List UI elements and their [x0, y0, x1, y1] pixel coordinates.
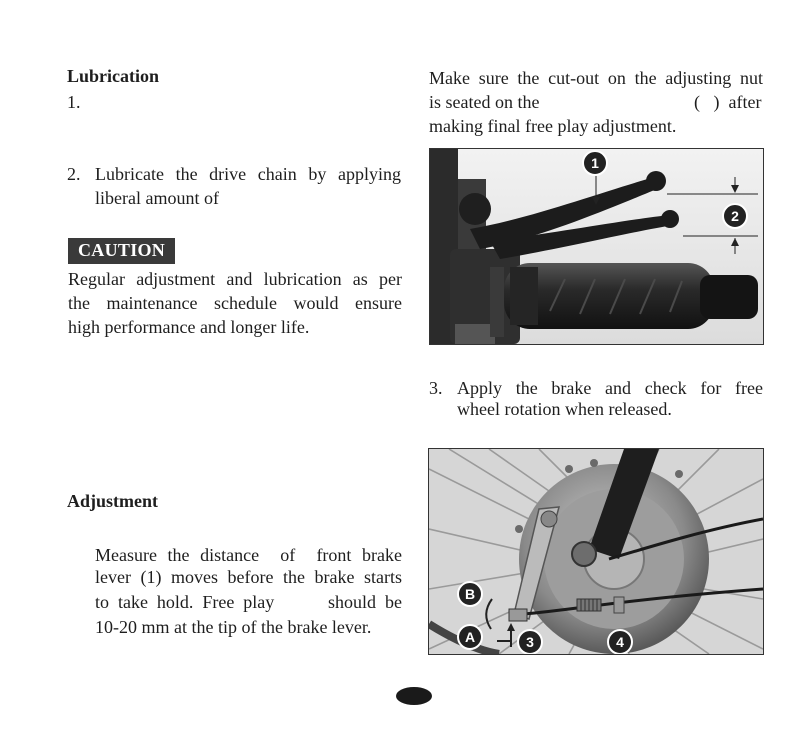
drum-brake-photo	[428, 448, 764, 655]
adjusting-nut-line-2b: ( ) after	[694, 92, 762, 112]
item-3-line-1: Apply the brake and check for free	[457, 378, 763, 398]
adjustment-heading: Adjustment	[67, 491, 159, 511]
drum-brake-illustration	[429, 449, 763, 654]
adjustment-line-3: to take hold. Free play should be	[95, 592, 402, 612]
callout-4-badge: 4	[607, 629, 633, 655]
lubrication-item-1-number: 1.	[67, 92, 81, 112]
caution-label: CAUTION	[68, 238, 175, 264]
adjustment-line-2: lever (1) moves before the brake starts	[95, 567, 402, 587]
page-number-marker	[396, 687, 432, 705]
lubrication-heading: Lubrication	[67, 66, 160, 86]
callout-b-badge: B	[457, 581, 483, 607]
lubrication-item-2-line-1: Lubricate the drive chain by applying	[95, 164, 401, 184]
item-3-number: 3.	[429, 378, 443, 398]
item-3-line-2: wheel rotation when released.	[457, 399, 672, 419]
lubrication-item-2-line-2: liberal amount of	[95, 188, 219, 208]
adjustment-line-1: Measure the distance of front brake	[95, 545, 402, 565]
adjusting-nut-line-3: making final free play adjustment.	[429, 116, 677, 136]
adjusting-nut-line-1: Make sure the cut-out on the adjusting nut	[429, 68, 763, 88]
callout-1-badge: 1	[582, 150, 608, 176]
caution-line-3: high performance and longer life.	[68, 317, 310, 337]
caution-line-2: the maintenance schedule would ensure	[68, 293, 402, 313]
callout-a-badge: A	[457, 624, 483, 650]
caution-line-1: Regular adjustment and lubrication as per	[68, 269, 402, 289]
callout-3-badge: 3	[517, 629, 543, 655]
brake-lever-illustration	[430, 149, 763, 344]
adjustment-line-4: 10-20 mm at the tip of the brake lever.	[95, 617, 372, 637]
adjusting-nut-line-2a: is seated on the	[429, 92, 540, 112]
callout-2-badge: 2	[722, 203, 748, 229]
lubrication-item-2-number: 2.	[67, 164, 81, 184]
brake-lever-photo	[429, 148, 764, 345]
